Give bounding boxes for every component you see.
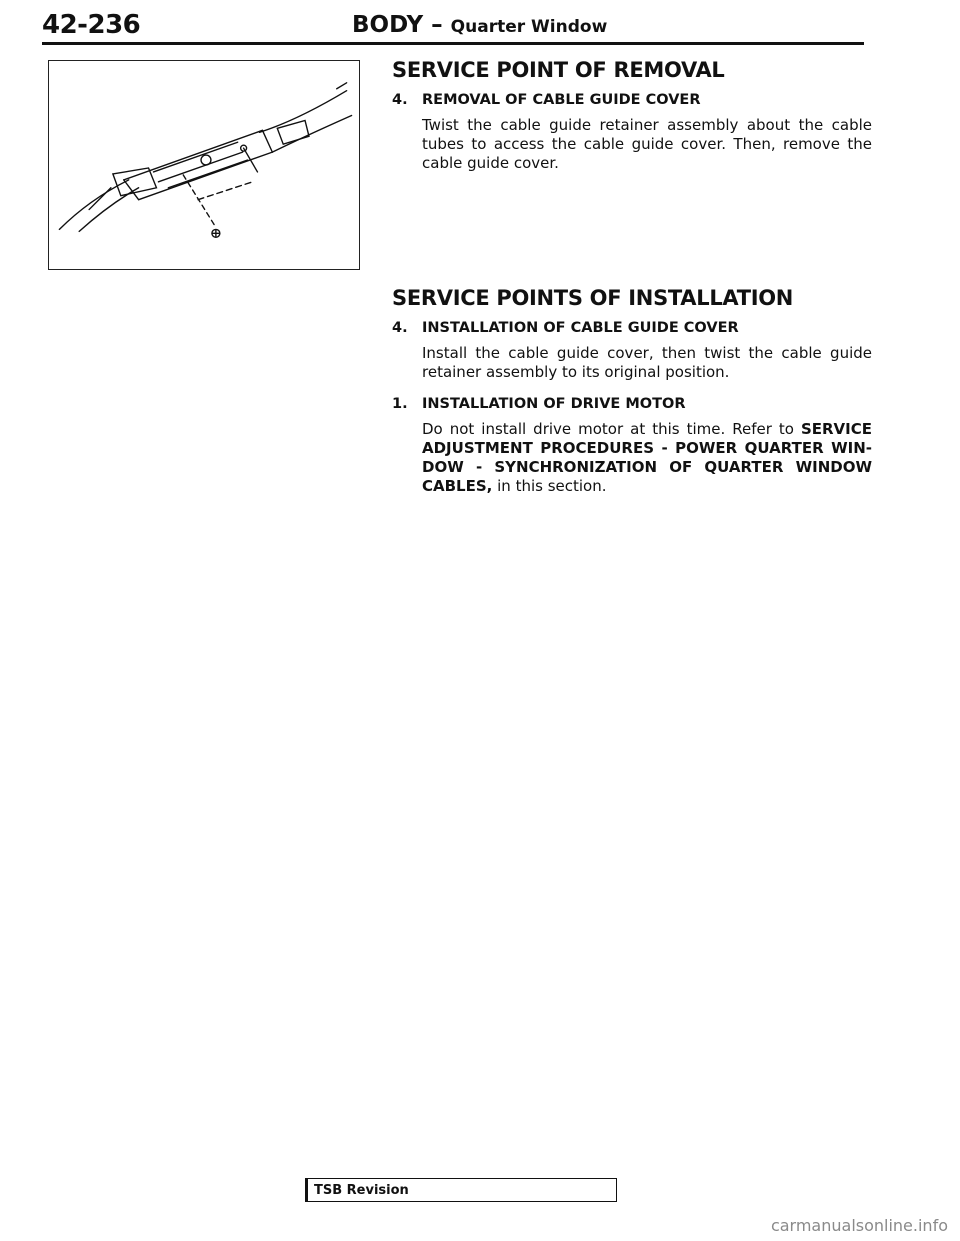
cable-line-right-bottom [272,115,351,152]
header-section: BODY [352,12,424,38]
installation-step2-body [422,420,872,496]
installation-step1-body: Install the cable guide cover, then twist the cable guide retainer assembly to its original position. [422,344,872,381]
tsb-revision-box: TSB Revision [305,1178,617,1202]
removal-step [392,92,872,173]
installation-step2-title: INSTALLATION OF DRIVE MOTOR [422,396,686,412]
header-rule [42,42,864,45]
header-title [352,12,607,38]
cable-line-left-small [89,188,111,210]
step2-body-intro: Do not install drive motor at this time. Refer to [422,420,801,438]
removal-section-title: SERVICE POINT OF REMOVAL [392,58,725,82]
installation-step-drive-motor [392,396,872,496]
installation-section-title: SERVICE POINTS OF INSTALLATION [392,286,794,310]
page-number: 42-236 [42,10,141,40]
screw-leader-line [183,175,216,227]
step-spacer [392,382,872,396]
header-subtitle: Quarter Window [450,17,608,37]
removal-step-number: 4. [392,92,408,108]
installation-step-cable-guide [392,320,872,382]
step2-body-outro: in this section. [492,477,607,495]
cable-guide-illustration [48,60,360,270]
installation-section [392,286,872,496]
removal-step-title: REMOVAL OF CABLE GUIDE COVER [422,92,701,108]
cable-end-mark [337,83,347,89]
screw-slot [213,230,219,236]
installation-step1-number: 4. [392,320,408,336]
step2-body-reference: SERVICE ADJUSTMENT PROCEDURES - POWER QUARTER WIN-DOW - SYNCHRONIZATION OF QUARTER WINDOW CABLES, [422,420,872,495]
cover-outline-dashed [198,182,252,200]
guide-right-end [262,130,272,152]
cable-guide-drawing [49,61,359,269]
cover-screw-hole [201,155,211,165]
cable-line-right-top [259,91,346,133]
removal-step-body: Twist the cable guide retainer assembly about the cable tubes to access the cable guide cover. Then, remove the cable guide cover. [422,116,872,172]
guide-bottom-edge [139,152,273,200]
removal-section [392,58,872,173]
installation-step2-number: 1. [392,396,408,412]
guide-top-edge [124,130,263,180]
watermark: carmanualsonline.info [770,1216,948,1235]
left-ferrule [113,168,157,196]
installation-step1-title: INSTALLATION OF CABLE GUIDE COVER [422,320,739,336]
header-dash: – [423,12,451,38]
